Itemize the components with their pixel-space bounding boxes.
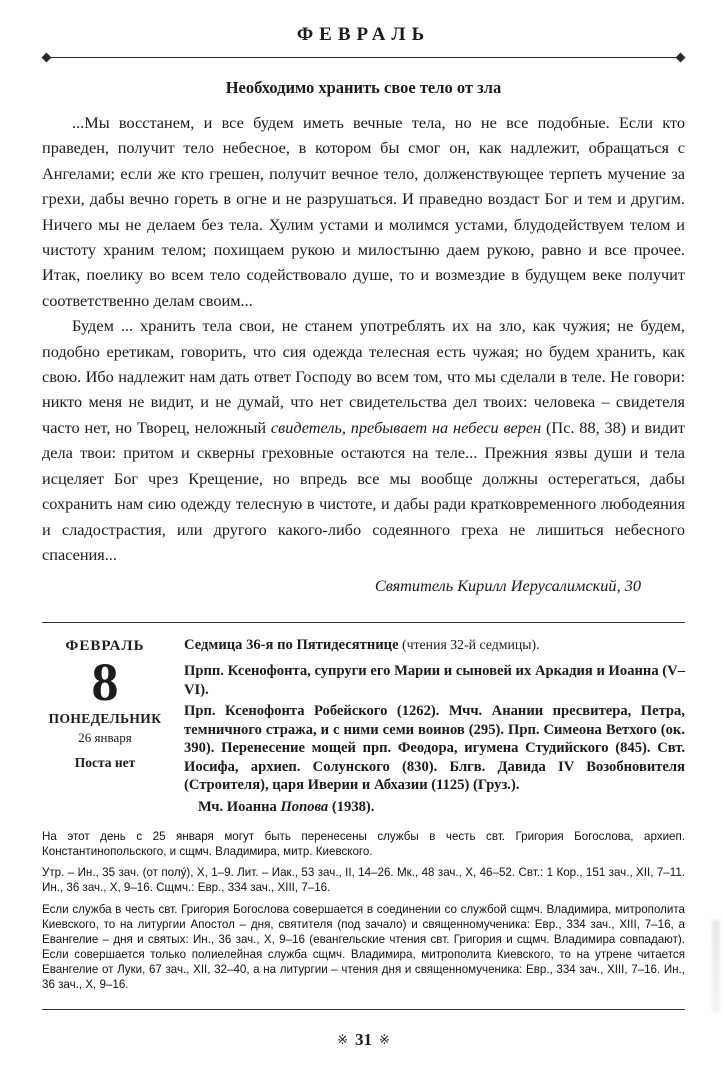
calendar-month-label: ФЕВРАЛЬ — [65, 638, 145, 655]
old-style-date: 26 января — [78, 730, 132, 746]
liturgical-notes-section — [42, 830, 685, 993]
ornament-right-icon — [676, 53, 686, 63]
footer-ornament-left-icon: ※ — [337, 1032, 348, 1047]
page-number: 31 — [355, 1030, 372, 1049]
reading-section — [42, 78, 685, 596]
scan-artifact — [712, 920, 720, 1012]
calendar-weekday: ПОНЕДЕЛЬНИК — [48, 711, 162, 727]
calendar-day-number: 8 — [91, 652, 119, 713]
footer-ornament-right-icon: ※ — [379, 1032, 390, 1047]
calendar-day-section — [42, 636, 685, 819]
daily-readings-note: Утр. – Ин., 35 зач. (от полу́), X, 1–9. Лит. – Иак., 53 зач., II, 14–26. Мк., 48 зач., X, 46–52. Свт.: 1 Кор., 151 зач., XII, 7–11. Ин., 36 зач., X, 9–16. Сщмч.: Евр., 334 зач., XIII, 7–16. — [42, 866, 685, 895]
saints-paragraph-1: Прпп. Ксенофонта, супруги его Марии и сыновей их Аркадия и Иоанна (V–VI). — [184, 662, 685, 698]
paragraph-2-scripture-quote: свидетель, пребывает на небеси верен — [270, 417, 542, 437]
saints-paragraph-2: Прп. Ксенофонта Робейского (1262). Мчч. Анании пресвитера, Петра, темничного стража, и с ними семи воинов (295). Прп. Симеона Ветхого (ок. 390). Перенесение мощей прп. Феодора, игумена Студийского (845). Свт. Иосифа, архиеп. Солунского (830). Блгв. Давида IV Возобновителя (Строителя), царя Иверии и Абхазии (1125) (Груз.). — [184, 703, 685, 794]
footer-rule — [42, 1009, 685, 1010]
ornament-left-icon — [42, 53, 52, 63]
fast-status: Поста нет — [74, 755, 136, 771]
week-heading-note: (чтения 32-й седмицы). — [398, 637, 540, 653]
week-heading — [184, 636, 685, 655]
new-martyr-surname: Попова — [280, 799, 329, 816]
transferred-services-note: На этот день с 25 января могут быть перенесены службы в честь свт. Григория Богослова, архиеп. Константинопольского, и сщмч. Владимира, митр. Киевского. — [42, 829, 685, 858]
article-paragraph-2 — [42, 313, 685, 567]
paragraph-2-text-before: Будем ... хранить тела свои, не станем употреблять их на зло, как чужия; не будем, подобно еретикам, говорить, что сия одежда телесная есть чужая; но будем хранить, как свою. Ибо надлежит нам дать ответ Господу во всем том, что мы сделали в теле. Не говори: никто меня не видит, и не думай, что нет свидетельства дел твоих: человека – свидетеля часто нет, но Творец, неложный — [42, 316, 685, 437]
paragraph-2-text-after: (Пс. 88, 38) и видит дела твои: притом и скверны греховные остаются на теле... Прежния язвы души и тела исцеляет Бог чрез Крещение, но впредь все мы вообще должны остерегаться, дабы сохранить нам сию одежду телесную в чистоте, и дабы ради кратковременного любодеяния и сладострастия, или другого какого-либо содеянного греха не лишиться небесного спасения... — [42, 417, 686, 564]
header-ornament-rule — [42, 54, 685, 61]
page-header-month: ФЕВРАЛЬ — [296, 24, 431, 45]
week-heading-title: Седмица 36-я по Пятидесятнице — [184, 637, 399, 654]
date-block — [42, 636, 168, 819]
new-martyr-line — [184, 798, 685, 817]
header-rule-line — [51, 57, 676, 58]
rubric-instructions-note: Если служба в честь свт. Григория Богослова совершается в соединении со службой сщмч. Владимира, митрополита Киевского, то на литургии Апостол – дня, святителя (под зачало) и священномученика: Евр., 334 зач., XIII, 7–16, а Евангелие – дня и святых: Ин., 36 зач., X, 9–16 (евангельские чтения свт. Григория и сщмч. Владимира совпадают). Если совершается только полиелейная служба сщмч. Владимира, митрополита Киевского, то на утрене читается Евангелие от Луки, 67 зач., XII, 32–40, а на литургии – чтения дня и священномученика: Евр., 334 зач., XIII, 7–16. Ин., 36 зач., X, 9–16. — [42, 903, 685, 991]
article-paragraph-1: ...Мы восстанем, и все будем иметь вечные тела, но не все подобные. Если кто праведен, получит тело небесное, в котором бы смог он, как надлежит, обращаться с Ангелами; если же кто грешен, получит вечное тело, долженствующее терпеть мучение за грехи, дабы вечно гореть в огне и не разрушаться. И праведно воздаст Бог и тем и другим. Ничего мы не делаем без тела. Хулим устами и молимся устами, блудодействуем телом и чистоту храним телом; похищаем рукою и милостыню даем рукою, равно и все прочее. Итак, поелику во всем тело содействовало душе, то и возмездие в будущем веке получит соответственно делам своим... — [42, 113, 685, 310]
new-martyr-year: (1938). — [328, 799, 375, 816]
page-footer — [42, 1009, 685, 1050]
new-martyr-prefix: Мч. Иоанна — [198, 799, 281, 816]
page-number-block — [42, 1030, 685, 1050]
article-title: Необходимо хранить свое тело от зла — [225, 78, 502, 97]
saints-column — [168, 636, 685, 819]
section-divider-rule — [42, 622, 685, 623]
article-attribution: Святитель Кирилл Иерусалимский, 30 — [374, 576, 641, 596]
